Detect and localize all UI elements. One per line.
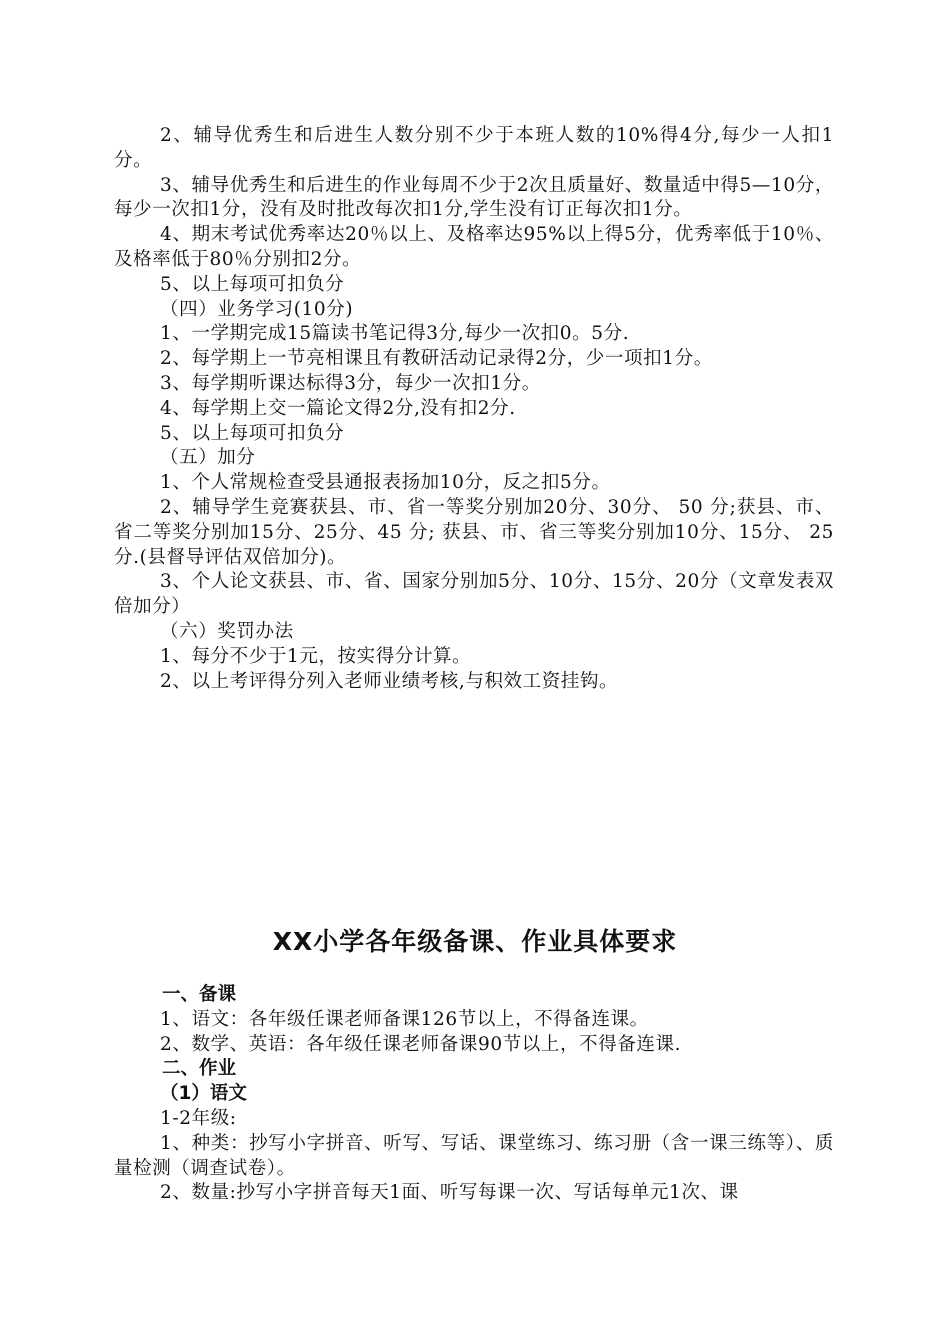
grade-label: 1-2年级: (160, 1107, 237, 1129)
paragraph: 5、以上每项可扣负分 (160, 422, 345, 444)
section-heading-homework: 二、作业 (162, 1058, 237, 1080)
paragraph: 2、辅导学生竞赛获县、市、省一等奖分别加20分、30分、 50 分;获县、市、省二等奖分别加15分、25分、45 分; 获县、市、省三等奖分别加10分、15分、 25 分.(县督导评估双倍加分)。 (114, 496, 834, 568)
paragraph: 2、数学、英语：各年级任课老师备课90节以上，不得备连课. (160, 1033, 682, 1055)
assessment-rules-section (114, 124, 834, 694)
document-title: XX小学各年级备课、作业具体要求 (272, 927, 678, 956)
paragraph: 2、以上考评得分列入老师业绩考核,与积效工资挂钩。 (160, 670, 619, 692)
paragraph: 4、每学期上交一篇论文得2分,没有扣2分. (160, 397, 516, 419)
paragraph: 1、每分不少于1元，按实得分计算。 (160, 645, 472, 667)
paragraph: 2、每学期上一节亮相课且有教研活动记录得2分，少一项扣1分。 (160, 348, 713, 370)
paragraph: 2、辅导优秀生和后进生人数分别不少于本班人数的10%得4分,每少一人扣1分。 (114, 125, 834, 171)
paragraph: 2、数量:抄写小字拼音每天1面、听写每课一次、写话每单元1次、课 (160, 1182, 739, 1204)
paragraph: 1、一学期完成15篇读书笔记得3分,每少一次扣0。5分. (160, 323, 630, 345)
subsection-heading: （四）业务学习(10分) (160, 298, 354, 320)
paragraph: 4、期末考试优秀率达20％以上、及格率达95%以上得5分，优秀率低于10％、及格率低于80％分别扣2分。 (114, 224, 834, 270)
paragraph: 1、种类：抄写小字拼音、听写、写话、课堂练习、练习册（含一课三练等）、质量检测（调查试卷）。 (114, 1132, 834, 1179)
paragraph: 3、辅导优秀生和后进生的作业每周不少于2次且质量好、数量适中得5—10分，每少一次扣1分，没有及时批改每次扣1分,学生没有订正每次扣1分。 (114, 174, 834, 221)
paragraph: 3、每学期听课达标得3分，每少一次扣1分。 (160, 372, 541, 394)
requirements-section (114, 983, 834, 1206)
section-heading-lesson-prep: 一、备课 (162, 984, 237, 1005)
subsection-heading: （六）奖罚办法 (160, 620, 294, 642)
paragraph: 5、以上每项可扣负分 (160, 273, 345, 295)
paragraph: 3、个人论文获县、市、省、国家分别加5分、10分、15分、20分（文章发表双倍加分） (114, 571, 834, 618)
subsection-heading-chinese: （1）语文 (160, 1083, 247, 1105)
paragraph: 1、个人常规检查受县通报表扬加10分，反之扣5分。 (160, 472, 611, 494)
paragraph: 1、语文：各年级任课老师备课126节以上，不得备连课。 (160, 1008, 649, 1030)
subsection-heading: （五）加分 (160, 447, 256, 469)
